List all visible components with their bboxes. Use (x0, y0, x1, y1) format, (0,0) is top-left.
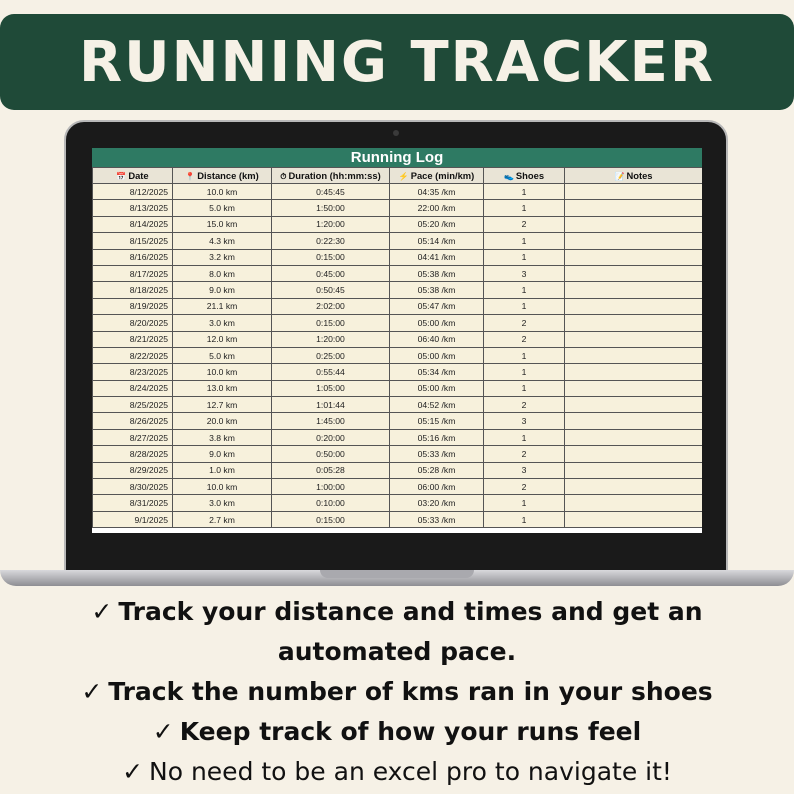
cell-distance[interactable]: 2.7 km (173, 511, 272, 527)
cell-date[interactable]: 8/15/2025 (93, 233, 173, 249)
cell-distance[interactable]: 10.0 km (173, 479, 272, 495)
cell-pace[interactable]: 05:38 /km (390, 265, 484, 281)
spreadsheet-screen (92, 148, 702, 533)
cell-date[interactable]: 8/28/2025 (93, 446, 173, 462)
cell-pace[interactable]: 05:15 /km (390, 413, 484, 429)
cell-shoes[interactable]: 2 (484, 479, 565, 495)
feature-item (77, 592, 717, 672)
table-row (93, 413, 703, 429)
cell-distance[interactable]: 20.0 km (173, 413, 272, 429)
cell-notes[interactable] (565, 364, 703, 380)
cell-date[interactable]: 8/21/2025 (93, 331, 173, 347)
shoe-icon: 👟 (503, 172, 514, 181)
cell-distance[interactable]: 5.0 km (173, 200, 272, 216)
cell-date[interactable]: 9/1/2025 (93, 511, 173, 527)
column-header-label: Date (128, 170, 149, 181)
cell-pace[interactable]: 05:14 /km (390, 233, 484, 249)
cell-duration[interactable]: 0:20:00 (272, 429, 390, 445)
cell-date[interactable]: 8/17/2025 (93, 265, 173, 281)
cell-date[interactable]: 8/12/2025 (93, 184, 173, 200)
cell-notes[interactable] (565, 462, 703, 478)
cell-distance[interactable]: 9.0 km (173, 446, 272, 462)
cell-distance[interactable]: 3.0 km (173, 495, 272, 511)
cell-duration[interactable]: 0:15:00 (272, 511, 390, 527)
cell-pace[interactable]: 05:33 /km (390, 446, 484, 462)
calendar-icon: 📅 (116, 172, 127, 181)
table-row (93, 282, 703, 298)
cell-date[interactable]: 8/26/2025 (93, 413, 173, 429)
cell-shoes[interactable]: 1 (484, 200, 565, 216)
cell-shoes[interactable]: 3 (484, 265, 565, 281)
cell-duration[interactable]: 1:05:00 (272, 380, 390, 396)
cell-duration[interactable]: 0:45:45 (272, 184, 390, 200)
cell-shoes[interactable]: 1 (484, 347, 565, 363)
cell-date[interactable]: 8/27/2025 (93, 429, 173, 445)
feature-text: No need to be an excel pro to navigate it! (149, 757, 672, 786)
cell-duration[interactable]: 0:05:28 (272, 462, 390, 478)
table-row (93, 233, 703, 249)
feature-text: Track the number of kms ran in your shoes (108, 677, 713, 706)
cell-notes[interactable] (565, 380, 703, 396)
cell-duration[interactable]: 1:50:00 (272, 200, 390, 216)
cell-distance[interactable]: 12.7 km (173, 397, 272, 413)
cell-pace[interactable]: 05:00 /km (390, 380, 484, 396)
cell-distance[interactable]: 3.8 km (173, 429, 272, 445)
checkmark-icon: ✓ (91, 597, 113, 626)
cell-duration[interactable]: 0:15:00 (272, 249, 390, 265)
cell-shoes[interactable]: 1 (484, 495, 565, 511)
column-header-shoes[interactable] (484, 168, 565, 184)
checkmark-icon: ✓ (81, 677, 103, 706)
cell-notes[interactable] (565, 413, 703, 429)
table-row (93, 216, 703, 232)
cell-pace[interactable]: 05:28 /km (390, 462, 484, 478)
cell-shoes[interactable]: 1 (484, 233, 565, 249)
cell-notes[interactable] (565, 397, 703, 413)
column-header-date[interactable] (93, 168, 173, 184)
cell-distance[interactable]: 1.0 km (173, 462, 272, 478)
cell-distance[interactable]: 10.0 km (173, 184, 272, 200)
cell-distance[interactable]: 9.0 km (173, 282, 272, 298)
cell-shoes[interactable]: 3 (484, 413, 565, 429)
cell-notes[interactable] (565, 446, 703, 462)
cell-shoes[interactable]: 2 (484, 446, 565, 462)
cell-distance[interactable]: 13.0 km (173, 380, 272, 396)
cell-notes[interactable] (565, 216, 703, 232)
cell-shoes[interactable]: 2 (484, 397, 565, 413)
running-log-table (92, 167, 702, 528)
memo-icon: 📝 (614, 172, 625, 181)
checkmark-icon: ✓ (152, 717, 174, 746)
cell-date[interactable]: 8/13/2025 (93, 200, 173, 216)
cell-pace[interactable]: 05:00 /km (390, 315, 484, 331)
column-header-duration[interactable] (272, 168, 390, 184)
cell-shoes[interactable]: 1 (484, 364, 565, 380)
cell-pace[interactable]: 22:00 /km (390, 200, 484, 216)
cell-date[interactable]: 8/19/2025 (93, 298, 173, 314)
cell-notes[interactable] (565, 200, 703, 216)
cell-notes[interactable] (565, 282, 703, 298)
cell-pace[interactable]: 05:33 /km (390, 511, 484, 527)
cell-duration[interactable]: 1:01:44 (272, 397, 390, 413)
cell-pace[interactable]: 05:34 /km (390, 364, 484, 380)
feature-item (77, 752, 717, 792)
checkmark-icon: ✓ (122, 757, 144, 786)
lightning-icon: ⚡ (398, 172, 409, 181)
cell-duration[interactable]: 0:50:00 (272, 446, 390, 462)
cell-notes[interactable] (565, 233, 703, 249)
table-row (93, 397, 703, 413)
title-banner (0, 14, 794, 110)
cell-distance[interactable]: 5.0 km (173, 347, 272, 363)
cell-duration[interactable]: 1:20:00 (272, 331, 390, 347)
table-row (93, 200, 703, 216)
cell-duration[interactable]: 2:02:00 (272, 298, 390, 314)
cell-notes[interactable] (565, 331, 703, 347)
feature-item (77, 672, 717, 712)
cell-distance[interactable]: 21.1 km (173, 298, 272, 314)
cell-notes[interactable] (565, 298, 703, 314)
table-row (93, 184, 703, 200)
cell-date[interactable]: 8/16/2025 (93, 249, 173, 265)
sheet-title: Running Log (92, 148, 702, 167)
camera-icon (393, 130, 399, 136)
cell-date[interactable]: 8/23/2025 (93, 364, 173, 380)
cell-duration[interactable]: 0:22:30 (272, 233, 390, 249)
cell-shoes[interactable]: 1 (484, 249, 565, 265)
cell-pace[interactable]: 03:20 /km (390, 495, 484, 511)
feature-text: Track your distance and times and get an automated pace. (118, 597, 703, 666)
cell-pace[interactable]: 05:20 /km (390, 216, 484, 232)
cell-notes[interactable] (565, 265, 703, 281)
cell-duration[interactable]: 0:25:00 (272, 347, 390, 363)
column-header-label: Distance (km) (197, 170, 259, 181)
cell-date[interactable]: 8/22/2025 (93, 347, 173, 363)
cell-duration[interactable]: 0:10:00 (272, 495, 390, 511)
cell-distance[interactable]: 3.0 km (173, 315, 272, 331)
cell-distance[interactable]: 3.2 km (173, 249, 272, 265)
cell-pace[interactable]: 04:35 /km (390, 184, 484, 200)
cell-pace[interactable]: 05:16 /km (390, 429, 484, 445)
cell-date[interactable]: 8/25/2025 (93, 397, 173, 413)
cell-shoes[interactable]: 1 (484, 511, 565, 527)
cell-notes[interactable] (565, 347, 703, 363)
cell-pace[interactable]: 04:41 /km (390, 249, 484, 265)
cell-pace[interactable]: 05:00 /km (390, 347, 484, 363)
cell-duration[interactable]: 0:55:44 (272, 364, 390, 380)
cell-shoes[interactable]: 1 (484, 298, 565, 314)
cell-pace[interactable]: 06:00 /km (390, 479, 484, 495)
cell-date[interactable]: 8/30/2025 (93, 479, 173, 495)
table-row (93, 429, 703, 445)
cell-shoes[interactable]: 3 (484, 462, 565, 478)
table-row (93, 315, 703, 331)
feature-text: Keep track of how your runs feel (179, 717, 642, 746)
laptop-frame (64, 120, 728, 572)
cell-date[interactable]: 8/24/2025 (93, 380, 173, 396)
cell-distance[interactable]: 8.0 km (173, 265, 272, 281)
column-header-label: Notes (626, 170, 653, 181)
cell-notes[interactable] (565, 511, 703, 527)
table-row (93, 511, 703, 527)
cell-duration[interactable]: 1:20:00 (272, 216, 390, 232)
table-row (93, 462, 703, 478)
cell-duration[interactable]: 0:15:00 (272, 315, 390, 331)
page-title: RUNNING TRACKER (78, 29, 716, 95)
cell-shoes[interactable]: 2 (484, 331, 565, 347)
cell-date[interactable]: 8/14/2025 (93, 216, 173, 232)
cell-distance[interactable]: 12.0 km (173, 331, 272, 347)
column-header-notes[interactable] (565, 168, 703, 184)
cell-shoes[interactable]: 1 (484, 184, 565, 200)
cell-date[interactable]: 8/18/2025 (93, 282, 173, 298)
table-row (93, 364, 703, 380)
cell-distance[interactable]: 4.3 km (173, 233, 272, 249)
cell-shoes[interactable]: 1 (484, 282, 565, 298)
cell-notes[interactable] (565, 184, 703, 200)
column-header-label: Duration (hh:mm:ss) (288, 169, 381, 181)
cell-duration[interactable]: 1:45:00 (272, 413, 390, 429)
feature-list (0, 592, 794, 792)
table-row (93, 265, 703, 281)
cell-distance[interactable]: 10.0 km (173, 364, 272, 380)
table-row (93, 331, 703, 347)
cell-notes[interactable] (565, 249, 703, 265)
cell-duration[interactable]: 0:45:00 (272, 265, 390, 281)
column-header-label: Shoes (515, 170, 545, 181)
cell-duration[interactable]: 1:00:00 (272, 479, 390, 495)
column-header-pace[interactable] (390, 168, 484, 184)
table-row (93, 298, 703, 314)
cell-shoes[interactable]: 1 (484, 429, 565, 445)
table-row (93, 495, 703, 511)
cell-shoes[interactable]: 1 (484, 380, 565, 396)
cell-pace[interactable]: 04:52 /km (390, 397, 484, 413)
pin-icon: 📍 (185, 172, 196, 181)
feature-item (77, 712, 717, 752)
cell-date[interactable]: 8/20/2025 (93, 315, 173, 331)
laptop-hinge-notch (320, 570, 474, 578)
cell-duration[interactable]: 0:50:45 (272, 282, 390, 298)
cell-date[interactable]: 8/31/2025 (93, 495, 173, 511)
table-header-row (93, 168, 703, 184)
cell-pace[interactable]: 06:40 /km (390, 331, 484, 347)
cell-shoes[interactable]: 2 (484, 315, 565, 331)
column-header-distance[interactable] (173, 168, 272, 184)
stopwatch-icon: ⏱ (280, 171, 287, 181)
table-row (93, 347, 703, 363)
table-row (93, 249, 703, 265)
cell-distance[interactable]: 15.0 km (173, 216, 272, 232)
cell-pace[interactable]: 05:47 /km (390, 298, 484, 314)
cell-notes[interactable] (565, 495, 703, 511)
cell-notes[interactable] (565, 479, 703, 495)
cell-notes[interactable] (565, 429, 703, 445)
cell-notes[interactable] (565, 315, 703, 331)
table-row (93, 380, 703, 396)
cell-shoes[interactable]: 2 (484, 216, 565, 232)
table-row (93, 446, 703, 462)
column-header-label: Pace (min/km) (410, 170, 475, 181)
cell-date[interactable]: 8/29/2025 (93, 462, 173, 478)
table-row (93, 479, 703, 495)
cell-pace[interactable]: 05:38 /km (390, 282, 484, 298)
